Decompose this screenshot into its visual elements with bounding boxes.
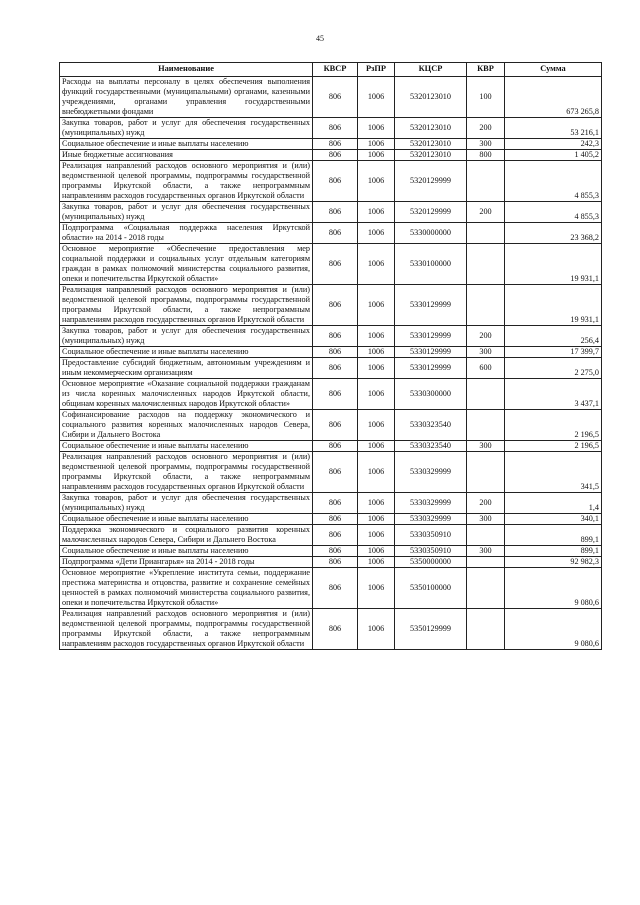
budget-table [59,62,602,650]
cell-rzpr: 1006 [358,557,395,568]
cell-kvr: 300 [467,546,505,557]
cell-rzpr: 1006 [358,609,395,650]
cell-kvr [467,609,505,650]
page-number: 45 [316,34,324,43]
cell-kvsr: 806 [313,525,358,546]
cell-rzpr: 1006 [358,139,395,150]
table-row [60,77,602,118]
cell-kvr: 200 [467,326,505,347]
table-row [60,568,602,609]
cell-kvsr: 806 [313,223,358,244]
cell-rzpr: 1006 [358,441,395,452]
cell-kvr: 300 [467,441,505,452]
table-row [60,285,602,326]
table-row [60,514,602,525]
cell-name: Основное мероприятие «Оказание социальной поддержки гражданам из числа коренных малочисленных народов Иркутской области, общинам коренных малочисленных народов Иркутской области» [60,379,313,410]
cell-sum: 899,1 [505,546,602,557]
table-header-row [60,63,602,77]
cell-name: Софинансирование расходов на поддержку экономического и социального развития коренных малочисленных народов Севера, Сибири и Дальнего Востока [60,410,313,441]
table-row [60,326,602,347]
cell-kcsr: 5330329999 [395,493,467,514]
cell-rzpr: 1006 [358,223,395,244]
cell-kvsr: 806 [313,452,358,493]
cell-sum: 4 855,3 [505,202,602,223]
cell-rzpr: 1006 [358,514,395,525]
cell-kvr [467,285,505,326]
cell-kcsr: 5330129999 [395,285,467,326]
cell-kcsr: 5320129999 [395,202,467,223]
cell-kvsr: 806 [313,514,358,525]
cell-kcsr: 5330329999 [395,514,467,525]
cell-sum: 2 196,5 [505,410,602,441]
table-row [60,493,602,514]
cell-sum: 1,4 [505,493,602,514]
cell-rzpr: 1006 [358,358,395,379]
cell-kcsr: 5350000000 [395,557,467,568]
cell-name: Реализация направлений расходов основного мероприятия и (или) ведомственной целевой программы, подпрограммы государственной программы Иркутской области, а также непрограммным направлениям расходов государственных органов Иркутской области [60,452,313,493]
cell-kvsr: 806 [313,546,358,557]
table-row [60,358,602,379]
cell-rzpr: 1006 [358,77,395,118]
cell-name: Реализация направлений расходов основного мероприятия и (или) ведомственной целевой программы, подпрограммы государственной программы Иркутской области, а также непрограммным направлениям расходов государственных органов Иркутской области [60,609,313,650]
cell-kvr: 300 [467,139,505,150]
cell-kvr: 200 [467,493,505,514]
cell-rzpr: 1006 [358,546,395,557]
cell-kvr [467,452,505,493]
cell-kvsr: 806 [313,358,358,379]
cell-sum: 17 399,7 [505,347,602,358]
cell-rzpr: 1006 [358,326,395,347]
cell-name: Основное мероприятие «Обеспечение предоставления мер социальной поддержки и социальных услуг отдельным категориям граждан в рамках полномочий министерства социального развития, опеки и попечительства Иркутской области» [60,244,313,285]
cell-kcsr: 5330129999 [395,326,467,347]
cell-kvr [467,525,505,546]
cell-kcsr: 5330350910 [395,546,467,557]
cell-kvr: 100 [467,77,505,118]
cell-kvsr: 806 [313,326,358,347]
cell-sum: 2 275,0 [505,358,602,379]
cell-rzpr: 1006 [358,410,395,441]
cell-sum: 9 080,6 [505,609,602,650]
table-row [60,161,602,202]
cell-rzpr: 1006 [358,161,395,202]
cell-sum: 53 216,1 [505,118,602,139]
cell-sum: 3 437,1 [505,379,602,410]
cell-kcsr: 5330129999 [395,358,467,379]
cell-kvsr: 806 [313,139,358,150]
cell-kvr: 600 [467,358,505,379]
table-row [60,452,602,493]
table-row [60,244,602,285]
cell-name: Подпрограмма «Дети Приангарья» на 2014 - 2018 годы [60,557,313,568]
cell-rzpr: 1006 [358,452,395,493]
cell-kcsr: 5330300000 [395,379,467,410]
cell-name: Иные бюджетные ассигнования [60,150,313,161]
cell-kvr [467,244,505,285]
cell-kcsr: 5330323540 [395,441,467,452]
cell-rzpr: 1006 [358,118,395,139]
cell-kvsr: 806 [313,150,358,161]
cell-name: Реализация направлений расходов основного мероприятия и (или) ведомственной целевой программы, подпрограммы государственной программы Иркутской области, а также непрограммным направлениям расходов государственных органов Иркутской области [60,161,313,202]
cell-sum: 9 080,6 [505,568,602,609]
cell-name: Предоставление субсидий бюджетным, автономным учреждениям и иным некоммерческим организациям [60,358,313,379]
cell-sum: 899,1 [505,525,602,546]
cell-kvsr: 806 [313,118,358,139]
cell-name: Подпрограмма «Социальная поддержка населения Иркутской области» на 2014 - 2018 годы [60,223,313,244]
table-row [60,557,602,568]
table-row [60,202,602,223]
cell-name: Реализация направлений расходов основного мероприятия и (или) ведомственной целевой программы, подпрограммы государственной программы Иркутской области, а также непрограммным направлениям расходов государственных органов Иркутской области [60,285,313,326]
cell-kvr [467,161,505,202]
cell-sum: 256,4 [505,326,602,347]
cell-kcsr: 5350129999 [395,609,467,650]
cell-sum: 341,5 [505,452,602,493]
cell-name: Закупка товаров, работ и услуг для обеспечения государственных (муниципальных) нужд [60,118,313,139]
cell-sum: 23 368,2 [505,223,602,244]
cell-rzpr: 1006 [358,202,395,223]
header-rzpr: РзПР [358,63,395,77]
cell-name: Закупка товаров, работ и услуг для обеспечения государственных (муниципальных) нужд [60,493,313,514]
cell-name: Социальное обеспечение и иные выплаты населению [60,441,313,452]
cell-kvr [467,223,505,244]
cell-rzpr: 1006 [358,568,395,609]
cell-kvr [467,379,505,410]
cell-kcsr: 5330323540 [395,410,467,441]
cell-sum: 673 265,8 [505,77,602,118]
cell-rzpr: 1006 [358,285,395,326]
header-kvsr: КВСР [313,63,358,77]
header-kcsr: КЦСР [395,63,467,77]
cell-kvr: 200 [467,202,505,223]
cell-kvr [467,568,505,609]
header-kvr: КВР [467,63,505,77]
cell-kcsr: 5330350910 [395,525,467,546]
cell-name: Социальное обеспечение и иные выплаты населению [60,546,313,557]
cell-name: Социальное обеспечение и иные выплаты населению [60,347,313,358]
cell-kvsr: 806 [313,441,358,452]
header-name: Наименование [60,63,313,77]
cell-kvr: 200 [467,118,505,139]
cell-sum: 2 196,5 [505,441,602,452]
cell-kvr: 800 [467,150,505,161]
table-row [60,546,602,557]
cell-kcsr: 5330329999 [395,452,467,493]
table-row [60,379,602,410]
cell-name: Расходы на выплаты персоналу в целях обеспечения выполнения функций государственными (муниципальными) органами, казенными учреждениями, органами управления государственными внебюджетными фондами [60,77,313,118]
table-row [60,223,602,244]
cell-rzpr: 1006 [358,379,395,410]
cell-kvsr: 806 [313,285,358,326]
table-row [60,609,602,650]
cell-sum: 19 931,1 [505,244,602,285]
cell-kvsr: 806 [313,557,358,568]
cell-kcsr: 5320123010 [395,77,467,118]
cell-kcsr: 5320123010 [395,139,467,150]
cell-kvsr: 806 [313,609,358,650]
table-row [60,410,602,441]
table-row [60,139,602,150]
cell-name: Закупка товаров, работ и услуг для обеспечения государственных (муниципальных) нужд [60,202,313,223]
cell-kcsr: 5320129999 [395,161,467,202]
cell-kcsr: 5330129999 [395,347,467,358]
header-sum: Сумма [505,63,602,77]
table-row [60,150,602,161]
table-row [60,525,602,546]
cell-name: Социальное обеспечение и иные выплаты населению [60,514,313,525]
cell-name: Поддержка экономического и социального развития коренных малочисленных народов Севера, Сибири и Дальнего Востока [60,525,313,546]
cell-rzpr: 1006 [358,244,395,285]
cell-sum: 1 405,2 [505,150,602,161]
cell-rzpr: 1006 [358,150,395,161]
cell-sum: 19 931,1 [505,285,602,326]
cell-sum: 92 982,3 [505,557,602,568]
cell-name: Социальное обеспечение и иные выплаты населению [60,139,313,150]
cell-kcsr: 5320123010 [395,118,467,139]
cell-rzpr: 1006 [358,525,395,546]
cell-kvsr: 806 [313,77,358,118]
cell-name: Закупка товаров, работ и услуг для обеспечения государственных (муниципальных) нужд [60,326,313,347]
table-row [60,347,602,358]
cell-kcsr: 5350100000 [395,568,467,609]
cell-kvsr: 806 [313,568,358,609]
cell-rzpr: 1006 [358,493,395,514]
cell-kcsr: 5330100000 [395,244,467,285]
cell-kvsr: 806 [313,347,358,358]
cell-sum: 4 855,3 [505,161,602,202]
cell-kvsr: 806 [313,202,358,223]
cell-sum: 340,1 [505,514,602,525]
cell-kcsr: 5320123010 [395,150,467,161]
table-row [60,118,602,139]
table-row [60,441,602,452]
cell-kvsr: 806 [313,410,358,441]
cell-sum: 242,3 [505,139,602,150]
cell-kvsr: 806 [313,493,358,514]
cell-kvsr: 806 [313,379,358,410]
cell-kvr: 300 [467,514,505,525]
cell-kvr [467,410,505,441]
cell-name: Основное мероприятие «Укрепление института семьи, поддержание престижа материнства и отцовства, развитие и сохранение семейных ценностей в рамках полномочий министерства социального развития, опеки и попечительства Иркутской области» [60,568,313,609]
cell-kvsr: 806 [313,161,358,202]
cell-kvr: 300 [467,347,505,358]
cell-kcsr: 5330000000 [395,223,467,244]
cell-rzpr: 1006 [358,347,395,358]
cell-kvr [467,557,505,568]
cell-kvsr: 806 [313,244,358,285]
